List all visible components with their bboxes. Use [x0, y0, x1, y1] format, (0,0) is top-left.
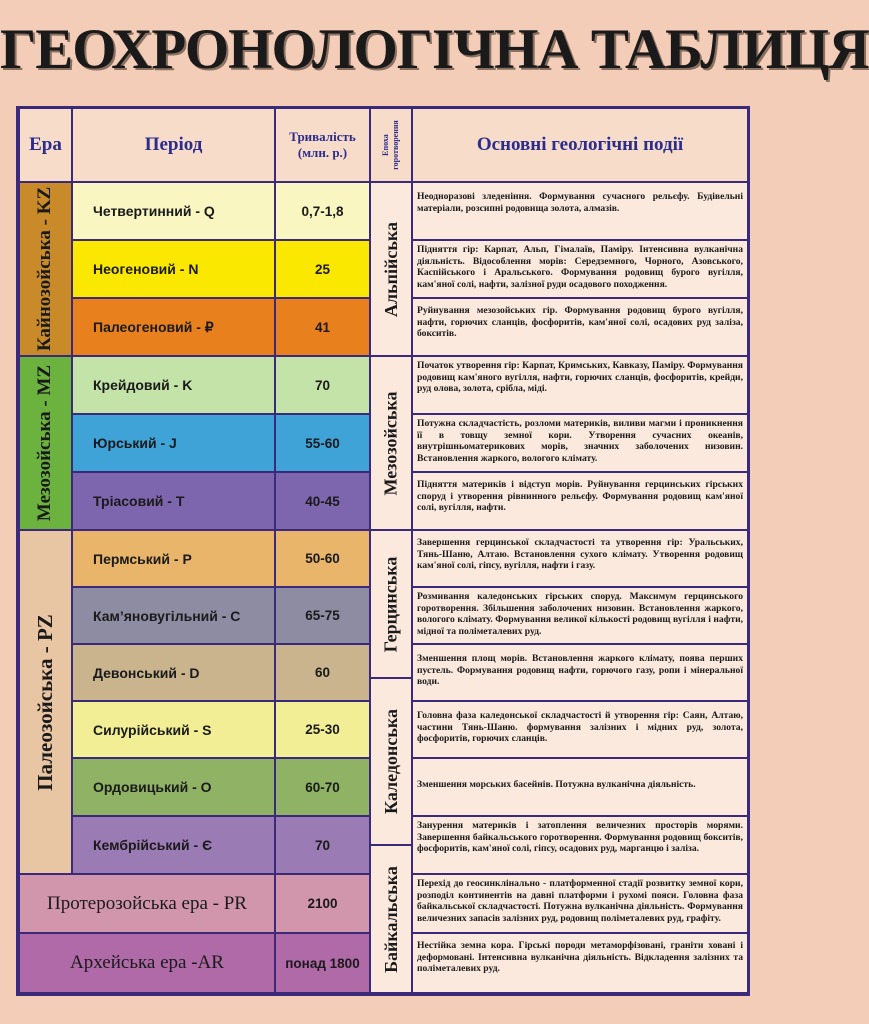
period-quaternary: Четвертинний - Q — [73, 183, 274, 239]
period-paleogene: Палеогеновий - ₽ — [73, 299, 274, 355]
orogeny-mesozoic: Мезозойська — [371, 357, 411, 529]
event-paleogene: Руйнування мезозойських гір. Формування родовищ бурого вугілля, нафти, горючих сланців, фосфоритів, кам'яної солі, осадових руд заліза, бокситів. — [413, 299, 747, 355]
event-cambrian: Занурення материків і затоплення величезних просторів морями. Завершення байкальського горотворення. Формування родовищ бокситів, фосфоритів, кам'яної солі, гіпсу, осадових руд, марганцю і заліза. — [413, 817, 747, 873]
event-neogene: Підняття гір: Карпат, Альп, Гімалаїв, Паміру. Інтенсивна вулканічна діяльність. Відособлення морів: Середземного, Чорного, Азовського, Каспійського і Аральського. Формування родовищ бурого вугілля, кам'яної солі, нафти, залізної руди осадового походження. — [413, 241, 747, 297]
duration-carboniferous: 65-75 — [276, 588, 369, 643]
orogeny-hercynian: Герцинська — [371, 531, 411, 677]
event-silurian: Головна фаза каледонської складчастості й утворення гір: Саян, Алтаю, частини Тянь-Шаню. формування залізних і мідних руд, золота, фосфоритів, горючих сланців. — [413, 702, 747, 757]
era-archean: Архейська ера -AR — [20, 934, 274, 992]
event-devonian: Зменшення площ морів. Встановлення жаркого клімату, поява перших пустель. Формування родовищ нафти, горючого газу, ропи і мінеральної води. — [413, 645, 747, 700]
header-events: Основні геологічні події — [413, 109, 747, 181]
event-jurassic: Потужна складчастість, розломи материків, виливи магми і проникнення її в товщу земної кори. Утворення сучасних океанів, внутрішньоматерикових морів, значних заболочених низовин. Встановлення жаркого, вологого клімату. — [413, 415, 747, 471]
page-title: ГЕОХРОНОЛОГІЧНА ТАБЛИЦЯ — [0, 18, 869, 81]
header-period: Період — [73, 109, 274, 181]
event-archean: Нестійка земна кора. Гірські породи метаморфізовані, граніти ховані і деформовані. Інтенсивна вулканічна діяльність. Відкладення залізних та поліметалевих руд. — [413, 934, 747, 992]
period-neogene: Неогеновий - N — [73, 241, 274, 297]
event-permian: Завершення герцинської складчастості та утворення гір: Уральських, Тянь-Шаню, Алтаю. Встановлення сухого клімату. Утворення родовищ кам'яної солі, гіпсу, вугілля, нафти і газу. — [413, 531, 747, 586]
header-era: Ера — [20, 109, 71, 181]
period-cambrian: Кембрійський - Є — [73, 817, 274, 873]
period-jurassic: Юрський - J — [73, 415, 274, 471]
duration-cretaceous: 70 — [276, 357, 369, 413]
event-ordovician: Зменшення морських басейнів. Потужна вулканічна діяльність. — [413, 759, 747, 815]
event-carboniferous: Розмивання каледонських гірських споруд. Максимум герцинського горотворення. Збільшення заболочених низовин. Встановлення жаркого, вологого клімату. Формування великої кількості родовищ вугілля і нафти, мідної та поліметалевих руд. — [413, 588, 747, 643]
duration-proterozoic: 2100 — [276, 875, 369, 932]
duration-triassic: 40-45 — [276, 473, 369, 529]
event-triassic: Підняття материків і відступ морів. Руйнування герцинських гірських споруд і утворення рівнинного рельєфу. Формування родовищ кам'яної солі, вугілля, нафти. — [413, 473, 747, 529]
duration-jurassic: 55-60 — [276, 415, 369, 471]
duration-silurian: 25-30 — [276, 702, 369, 757]
era-paleozoic: Палеозойська - PZ — [20, 531, 71, 873]
duration-cambrian: 70 — [276, 817, 369, 873]
period-carboniferous: Кам’яновугільний - C — [73, 588, 274, 643]
header-duration: Тривалість (млн. р.) — [276, 109, 369, 181]
period-devonian: Девонський - D — [73, 645, 274, 700]
geochronological-table — [16, 106, 750, 996]
duration-paleogene: 41 — [276, 299, 369, 355]
era-cenozoic: Кайнозойська - KZ — [20, 183, 71, 355]
event-quaternary: Неодноразові зледеніння. Формування сучасного рельєфу. Будівельні матеріали, розсипні родовища золота, алмазів. — [413, 183, 747, 239]
orogeny-alpine: Альпійська — [371, 183, 411, 355]
duration-permian: 50-60 — [276, 531, 369, 586]
era-mesozoic: Мезозойська - MZ — [20, 357, 71, 529]
duration-quaternary: 0,7-1,8 — [276, 183, 369, 239]
duration-neogene: 25 — [276, 241, 369, 297]
duration-archean: понад 1800 — [276, 934, 369, 992]
orogeny-caledonian: Каледонська — [371, 679, 411, 844]
period-triassic: Тріасовий - T — [73, 473, 274, 529]
period-ordovician: Ордовицький - O — [73, 759, 274, 815]
duration-ordovician: 60-70 — [276, 759, 369, 815]
event-proterozoic: Перехід до геосинклінально - платформенної стадії розвитку земної кори, розподіл континентів на давні платформи і рухомі пояси. Головна фаза байкальської складчастості. Потужна вулканічна діяльність. Формування величезних запасів залізних руд, родовищ поліметалевих руд, графіту. — [413, 875, 747, 932]
event-cretaceous: Початок утворення гір: Карпат, Кримських, Кавказу, Паміру. Формування родовищ кам'яного вугілля, нафти, горючих сланців, фосфоритів, крейди, руд олова, золота, срібла, міді. — [413, 357, 747, 413]
orogeny-baikal: Байкальська — [371, 846, 411, 992]
era-proterozoic: Протерозойська ера - PR — [20, 875, 274, 932]
period-silurian: Силурійський - S — [73, 702, 274, 757]
period-permian: Пермський - P — [73, 531, 274, 586]
duration-devonian: 60 — [276, 645, 369, 700]
header-orogeny: Епоха горотворення — [371, 109, 411, 181]
period-cretaceous: Крейдовий - K — [73, 357, 274, 413]
